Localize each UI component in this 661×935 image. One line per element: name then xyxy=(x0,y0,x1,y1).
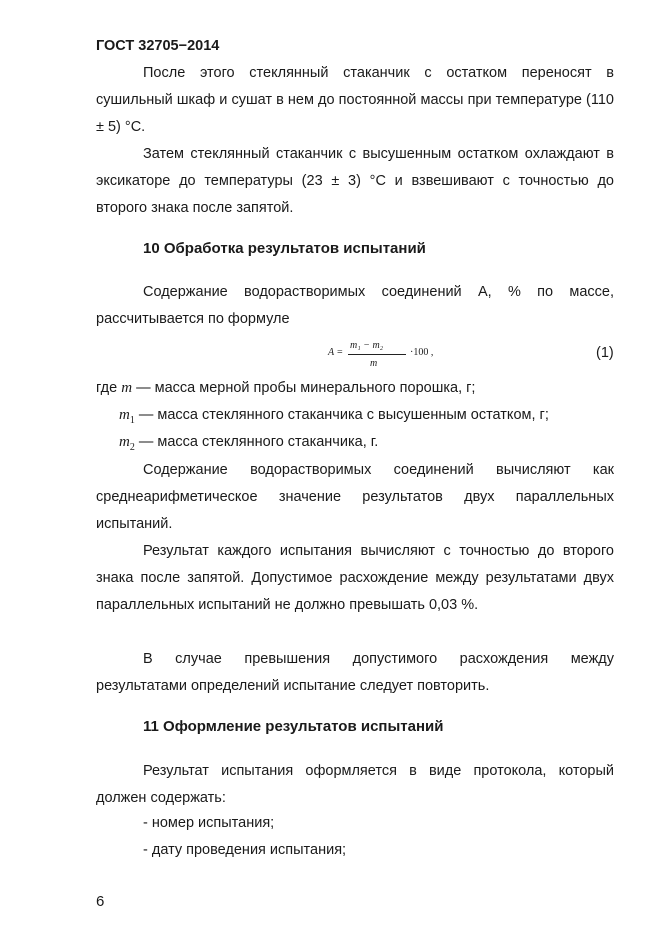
definition-m2-text: — масса стеклянного стаканчика, г. xyxy=(138,434,379,450)
list-item: - номер испытания; xyxy=(143,815,275,831)
definition-m-text: — масса мерной пробы минерального порошка, г; xyxy=(136,380,476,396)
page-number: 6 xyxy=(96,893,105,910)
document-header: ГОСТ 32705−2014 xyxy=(96,38,220,54)
symbol-m1: $m_1$ xyxy=(119,407,135,426)
paragraph-protocol: Результат испытания оформляется в виде протокола, который должен содержать: xyxy=(96,763,614,806)
paragraph-precision: Результат каждого испытания вычисляют с точностью до второго знака после запятой. Допустимое расхождение между результатами двух параллельных испытаний не должно превышать 0,03 %. xyxy=(96,543,614,613)
equation-number: (1) xyxy=(596,345,614,361)
paragraph-cooling: Затем стеклянный стаканчик с высушенным остатком охлаждают в эксикаторе до температуры (23 ± 3) °С и взвешивают с точностью до второго знака после запятой. xyxy=(96,146,614,216)
definition-m1 xyxy=(119,407,549,426)
symbol-m2: $m_2$ xyxy=(119,434,135,453)
paragraph-repeat: В случае превышения допустимого расхождения между результатами определений испытание следует повторить. xyxy=(96,651,614,694)
section-heading-11: 11 Оформление результатов испытаний xyxy=(143,718,444,735)
symbol-m: m xyxy=(121,380,133,396)
formula-tail: ·100 , xyxy=(410,347,434,358)
list-item: - дату проведения испытания; xyxy=(143,842,347,858)
definition-prefix: где xyxy=(96,380,118,396)
paragraph-drying: После этого стеклянный стаканчик с остатком переносят в сушильный шкаф и сушат в нем до постоянной массы при температуре (110 ± 5) °С. xyxy=(96,65,614,135)
formula-numerator: m₁ − m₂ xyxy=(350,340,384,351)
definition-m xyxy=(96,380,475,397)
formula xyxy=(328,341,448,375)
fraction-bar xyxy=(348,354,406,355)
paragraph-average: Содержание водорастворимых соединений вычисляют как среднеарифметическое значение результатов двух параллельных испытаний. xyxy=(96,462,614,532)
formula-lhs: A = xyxy=(328,347,344,358)
formula-denominator: m xyxy=(370,358,378,369)
definition-m1-text: — масса стеклянного стаканчика с высушенным остатком, г; xyxy=(138,407,549,423)
paragraph-formula-intro: Содержание водорастворимых соединений А, % по массе, рассчитывается по формуле xyxy=(96,284,614,327)
section-heading-10: 10 Обработка результатов испытаний xyxy=(143,240,426,257)
definition-m2 xyxy=(119,434,378,453)
